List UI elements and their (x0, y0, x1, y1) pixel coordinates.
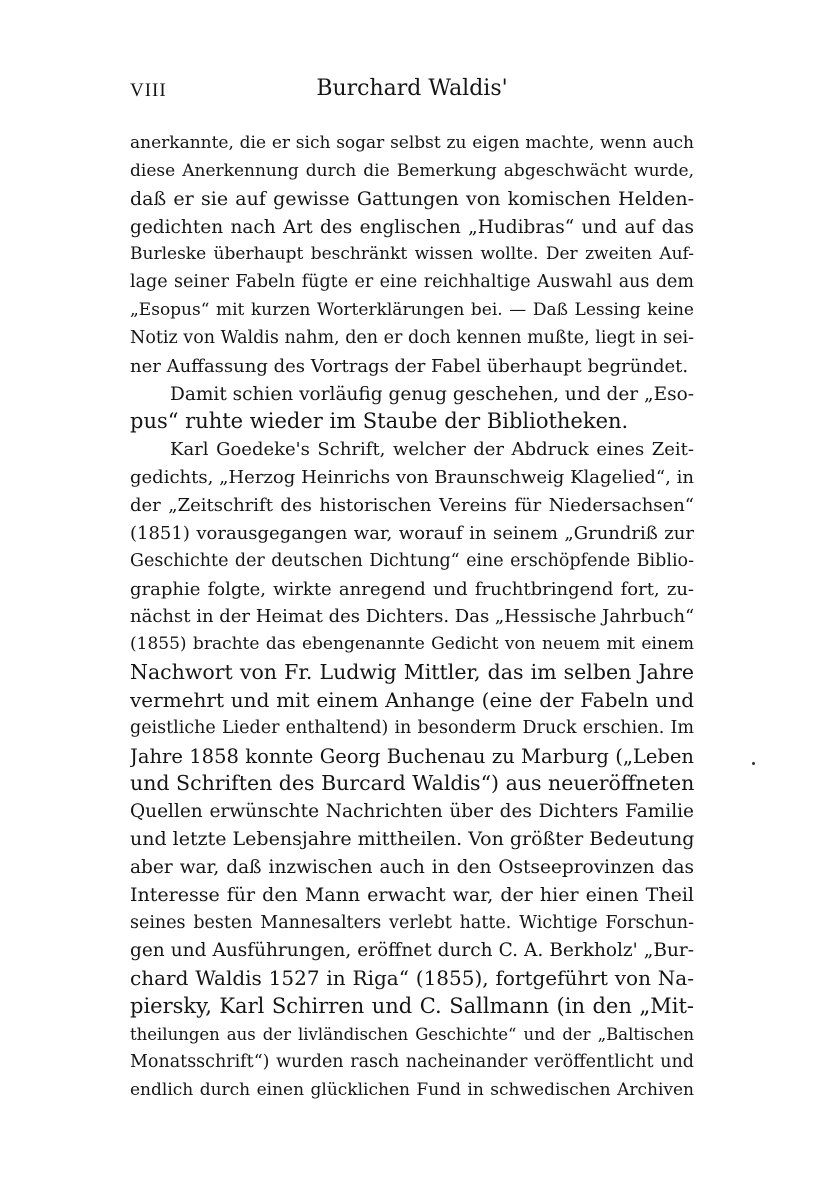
page-number: VIII (130, 80, 167, 101)
text-line: daß er sie auf gewisse Gattungen von komischen Helden- (130, 187, 694, 210)
text-line: Jahre 1858 konnte Georg Buchenau zu Marburg („Leben (130, 744, 694, 768)
text-line: (1851) vorausgegangen war, worauf in seinem „Grundriß zur (130, 522, 694, 544)
text-line: Notiz von Waldis nahm, den er doch kennen mußte, liegt in sei- (130, 327, 694, 348)
text-line: Geschichte der deutschen Dichtung“ eine erschöpfende Biblio- (130, 550, 694, 571)
running-title: Burchard Waldis' (316, 76, 508, 101)
ink-speck (752, 762, 755, 765)
text-line: pus“ ruhte wieder im Staube der Bibliotheken. (130, 409, 629, 434)
text-line: nächst in der Heimat des Dichters. Das „Hessische Jahrbuch“ (130, 606, 694, 628)
text-line: piersky, Karl Schirren und C. Sallmann (in den „Mit- (130, 994, 694, 1019)
text-line: graphie folgte, wirkte anregend und fruchtbringend fort, zu- (130, 578, 694, 600)
text-line: geistliche Lieder enthaltend) in besonderm Druck erschien. Im (130, 717, 694, 738)
body-text (130, 130, 694, 1105)
text-line: Interesse für den Mann erwacht war, der hier einen Theil (130, 883, 694, 906)
text-line: Karl Goedeke's Schrift, welcher der Abdruck eines Zeit- (170, 439, 694, 461)
text-line: gedichten nach Art des englischen „Hudibras“ und auf das (130, 216, 694, 238)
text-line: und letzte Lebensjahre mittheilen. Von größter Bedeutung (130, 828, 694, 851)
text-line: gen und Ausführungen, eröffnet durch C. A. Berkholz' „Bur- (130, 940, 694, 962)
text-line: theilungen aus der livländischen Geschichte“ und der „Baltischen (130, 1025, 694, 1044)
text-line: endlich durch einen glücklichen Fund in schwedischen Archiven (130, 1079, 694, 1100)
text-line: Monatsschrift“) wurden rasch nacheinander veröffentlicht und (130, 1051, 694, 1072)
text-line: gedichts, „Herzog Heinrichs von Braunschweig Klagelied“, in (130, 467, 694, 489)
running-head (130, 76, 694, 108)
text-line: diese Anerkennung durch die Bemerkung abgeschwächt wurde, (130, 160, 694, 181)
text-line: anerkannte, die er sich sogar selbst zu eigen machte, wenn auch (130, 133, 694, 153)
text-line: lage seiner Fabeln fügte er eine reichhaltige Auswahl aus dem (130, 272, 694, 293)
text-line: Quellen erwünschte Nachrichten über des Dichters Familie (130, 801, 694, 823)
text-line: vermehrt und mit einem Anhange (eine der Fabeln und (130, 687, 694, 712)
text-line: chard Waldis 1527 in Riga“ (1855), fortgeführt von Na- (130, 966, 694, 991)
text-line: aber war, daß inzwischen auch in den Ostseeprovinzen das (130, 856, 694, 878)
text-line: Damit schien vorläufig genug geschehen, und der „Eso- (170, 383, 694, 405)
text-line: ner Auffassung des Vortrags der Fabel überhaupt begründet. (130, 355, 689, 377)
text-line: und Schriften des Burcard Waldis“) aus neueröffneten (130, 771, 694, 796)
text-line: Burleske überhaupt beschränkt wissen wollte. Der zweiten Auf- (130, 244, 694, 265)
text-line: (1855) brachte das ebengenannte Gedicht von neuem mit einem (130, 634, 694, 655)
text-line: seines besten Mannesalters verlebt hatte. Wichtige Forschun- (130, 912, 694, 933)
text-line: der „Zeitschrift des historischen Vereins für Niedersachsen“ (130, 494, 694, 516)
text-line: „Esopus“ mit kurzen Worterklärungen bei. — Daß Lessing keine (130, 300, 694, 321)
text-line: Nachwort von Fr. Ludwig Mittler, das im selben Jahre (130, 660, 694, 685)
